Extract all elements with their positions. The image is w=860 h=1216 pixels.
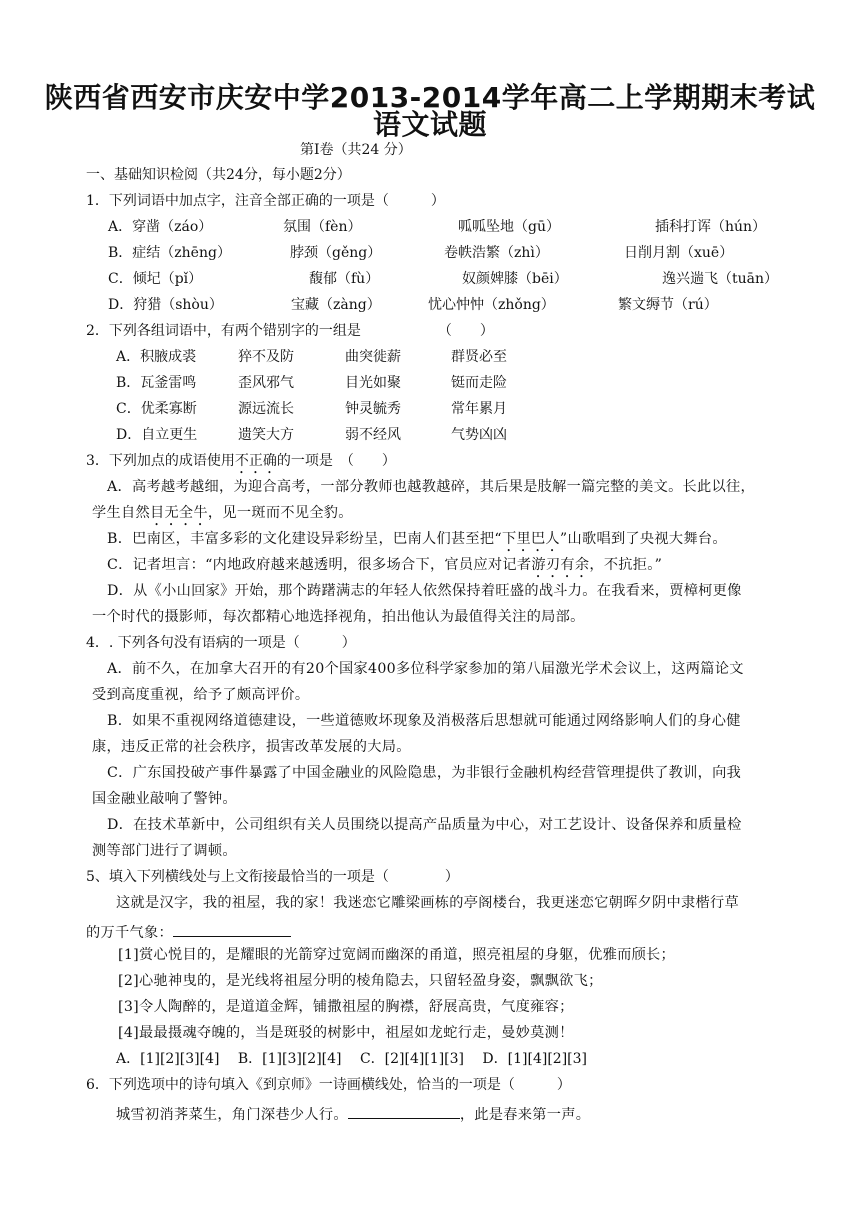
- q2-option-a-1: A．积腋成裘: [116, 349, 197, 365]
- question-3-stem: [86, 452, 396, 477]
- q5-answer-blank: [173, 920, 291, 937]
- part-heading: 第Ⅰ卷（共24 分）: [300, 142, 412, 158]
- q2-option-a-2: 猝不及防: [238, 349, 294, 365]
- q2-option-d-3: 弱不经风: [345, 427, 401, 443]
- q1-option-c-2: 馥郁（fù）: [309, 271, 380, 287]
- q3-a-text-pre: 学生自然: [92, 505, 150, 521]
- q2-option-b-1: B．瓦釜雷鸣: [116, 375, 197, 391]
- q5-item-3: [3]令人陶醉的，是道道金辉，铺撒祖屋的胸襟，舒展高贵，气度雍容；: [118, 999, 574, 1015]
- q1-option-d-2: 宝藏（zàng）: [291, 297, 381, 313]
- q3-c-idiom: 游刃有余: [531, 557, 590, 573]
- q3-option-a-line2: [92, 504, 353, 529]
- q1-option-b-3: 卷帙浩繁（zhì）: [444, 245, 549, 261]
- q3-a-idiom: 目无全牛: [149, 505, 208, 521]
- q1-option-c-4: 逸兴遄飞（tuān）: [662, 271, 779, 287]
- q4-option-d-line1: D．在技术革新中，公司组织有关人员围绕以提高产品质量为中心，对工艺设计、设备保养和质量检: [107, 817, 742, 833]
- q1-option-a-1: A．穿凿（záo）: [108, 219, 213, 235]
- q3-b-idiom: 下里巴人: [501, 531, 560, 547]
- q1-option-a-4: 插科打诨（hún）: [655, 219, 767, 235]
- question-5-stem: 5、填入下列横线处与上文衔接最恰当的一项是（ ）: [86, 869, 459, 885]
- q2-option-b-3: 目光如聚: [345, 375, 401, 391]
- q3-option-a-line1: A．高考越考越细，为迎合高考，一部分教师也越教越碎，其后果是肢解一篇完整的美文。长此以往，: [107, 479, 755, 495]
- q6-poem-line: [116, 1102, 590, 1124]
- question-4-stem: 4．. 下列各句没有语病的一项是（ ）: [86, 635, 356, 651]
- q5-item-4: [4]最最摄魂夺魄的，当是斑驳的树影中，祖屋如龙蛇行走，曼妙莫测！: [118, 1025, 574, 1041]
- q3-stem-a: 3．下列加点的成语使用: [86, 453, 235, 469]
- q3-c-text-post: ，不抗拒。”: [589, 557, 663, 573]
- question-6-stem: 6．下列选项中的诗句填入《到京师》一诗画横线处，恰当的一项是（ ）: [86, 1077, 571, 1093]
- q2-option-d-4: 气势凶凶: [451, 427, 507, 443]
- q5-passage-text: 的万千气象：: [86, 925, 173, 941]
- q1-option-c-1: C．倾圮（pǐ）: [108, 271, 203, 287]
- q4-option-b-line1: B．如果不重视网络道德建设，一些道德败坏现象及消极落后思想就可能通过网络影响人们的身心健: [107, 713, 741, 729]
- q1-option-b-2: 脖颈（gěng）: [290, 245, 382, 261]
- q1-option-a-2: 氛围（fèn）: [283, 219, 362, 235]
- q2-option-a-3: 曲突徙薪: [345, 349, 401, 365]
- q2-option-c-1: C．优柔寡断: [116, 401, 197, 417]
- q1-option-a-3: 呱呱坠地（gū）: [458, 219, 560, 235]
- q3-c-text-pre: C．记者坦言：“内地政府越来越透明，很多场合下，官员应对记者: [107, 557, 532, 573]
- question-1-stem: 1．下列词语中加点字，注音全部正确的一项是（ ）: [86, 193, 445, 209]
- q1-option-d-3: 忧心忡忡（zhǒng）: [428, 297, 555, 313]
- q3-option-c: [107, 556, 662, 581]
- exam-title: 陕西省西安市庆安中学2013-2014学年高二上学期期末考试: [44, 81, 816, 114]
- q4-option-b-line2: 康，违反正常的社会秩序，损害改革发展的大局。: [92, 739, 411, 755]
- q6-poem-text-a: 城雪初消荠菜生，角门深巷少人行。: [116, 1107, 348, 1123]
- q4-option-c-line2: 国金融业敲响了警钟。: [92, 791, 237, 807]
- q1-option-c-3: 奴颜婢膝（bēi）: [462, 271, 568, 287]
- q3-option-d-line2: 一个时代的摄影师，每次都精心地选择视角，拍出他认为最值得关注的局部。: [92, 609, 585, 625]
- q2-option-d-2: 遗笑大方: [238, 427, 294, 443]
- q5-options: A．[1][2][3][4] B．[1][3][2][4] C．[2][4][1][3] D．[1][4][2][3]: [116, 1051, 587, 1067]
- section-heading: 一、基础知识检阅（共24分，每小题2分）: [86, 167, 351, 183]
- q4-option-d-line2: 测等部门进行了调顿。: [92, 843, 237, 859]
- q4-option-c-line1: C．广东国投破产事件暴露了中国金融业的风险隐患，为非银行金融机构经营管理提供了教训，向我: [107, 765, 742, 781]
- q2-option-b-4: 铤而走险: [451, 375, 507, 391]
- q3-option-b: [107, 530, 727, 555]
- q3-a-text-post: ，见一斑而不见全豹。: [207, 505, 353, 521]
- q2-option-c-3: 钟灵毓秀: [345, 401, 401, 417]
- q2-option-a-4: 群贤必至: [451, 349, 507, 365]
- q2-option-c-4: 常年累月: [451, 401, 507, 417]
- q2-option-d-1: D．自立更生: [116, 427, 198, 443]
- q6-poem-text-b: ，此是春来第一声。: [459, 1107, 591, 1123]
- q3-stem-dotted: 不正确: [234, 453, 277, 469]
- q5-passage-line2: [86, 920, 291, 942]
- q2-option-b-2: 歪风邪气: [238, 375, 294, 391]
- q5-passage-line1: 这就是汉字，我的祖屋，我的家！我迷恋它雕梁画栋的亭阁楼台，我更迷恋它朝晖夕阴中隶楷行草: [116, 895, 739, 911]
- q2-option-c-2: 源远流长: [238, 401, 294, 417]
- q5-item-2: [2]心驰神曳的，是光线将祖屋分明的棱角隐去，只留轻盈身姿，飘飘欲飞；: [118, 973, 603, 989]
- q1-option-d-4: 繁文缛节（rú）: [618, 297, 718, 313]
- q3-option-d-line1: D．从《小山回家》开始，那个踌躇满志的年轻人依然保持着旺盛的战斗力。在我看来，贾樟柯更像: [107, 583, 742, 599]
- exam-subject-title: 语文试题: [372, 108, 487, 141]
- q1-option-b-4: 日削月割（xuē）: [624, 245, 734, 261]
- q5-item-1: [1]赏心悦目的，是耀眼的光箭穿过宽阔而幽深的甬道，照亮祖屋的身躯，优雅而颀长；: [118, 947, 676, 963]
- q4-option-a-line1: A．前不久，在加拿大召开的有20个国家400多位科学家参加的第八届激光学术会议上，这两篇论文: [107, 661, 744, 677]
- q3-b-text-post: ”山歌唱到了央视大舞台。: [559, 531, 727, 547]
- question-2-stem: 2．下列各组词语中，有两个错别字的一组是 （ ）: [86, 323, 494, 339]
- q1-option-d-1: D．狩猎（shòu）: [108, 297, 223, 313]
- q3-stem-b: 的一项是 （ ）: [276, 453, 396, 469]
- q1-option-b-1: B．症结（zhēng）: [108, 245, 231, 261]
- q3-b-text-pre: B．巴南区，丰富多彩的文化建设异彩纷呈，巴南人们甚至把“: [107, 531, 502, 547]
- q6-answer-blank: [348, 1102, 460, 1119]
- q4-option-a-line2: 受到高度重视，给予了颇高评价。: [92, 687, 310, 703]
